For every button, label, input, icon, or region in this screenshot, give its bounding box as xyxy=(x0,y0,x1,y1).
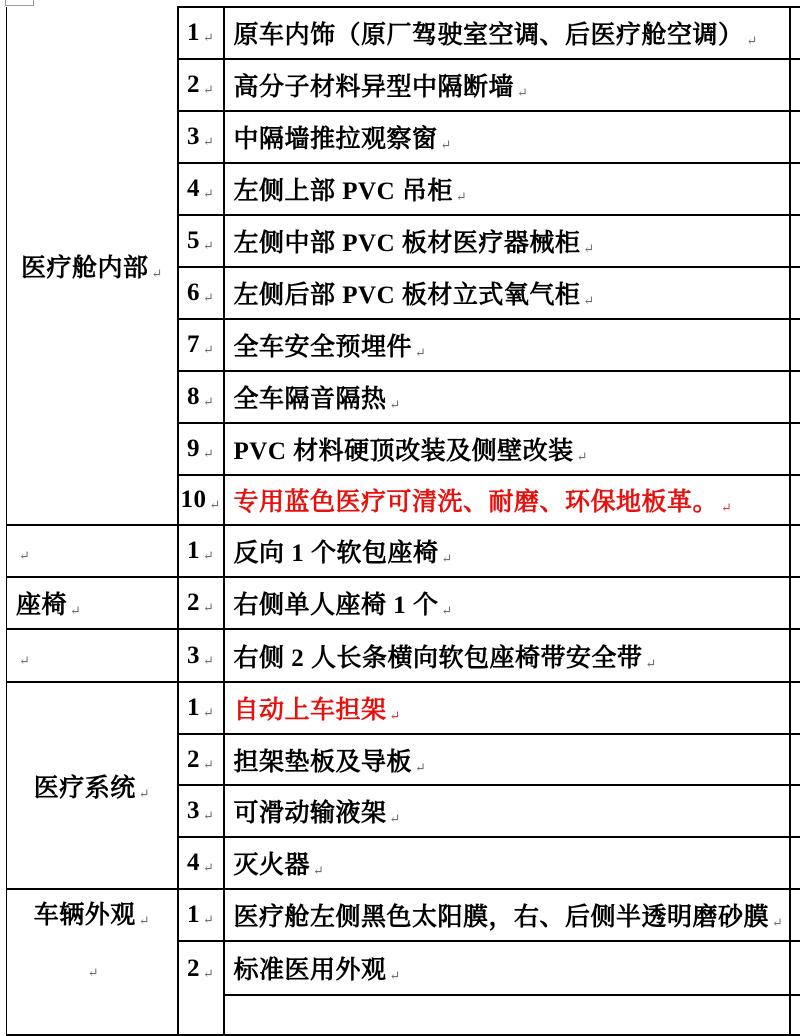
paragraph-mark: ↵ xyxy=(390,968,401,983)
item-number-cell xyxy=(178,7,224,59)
paragraph-mark: ↵ xyxy=(19,548,30,563)
paragraph-mark: ↵ xyxy=(210,497,221,512)
paragraph-mark: ↵ xyxy=(88,965,99,980)
item-text: 反向 1 个软包座椅 xyxy=(234,540,439,567)
item-text: 右侧 2 人长条横向软包座椅带安全带 xyxy=(234,645,643,672)
category-cell xyxy=(7,7,178,525)
item-number-cell xyxy=(178,163,224,215)
item-description-cell xyxy=(224,682,790,734)
category-line xyxy=(7,890,177,942)
paragraph-mark: ↵ xyxy=(203,966,214,981)
category-label: 车辆外观 xyxy=(34,902,136,929)
item-text: 原车内饰（原厂驾驶室空调、后医疗舱空调） xyxy=(234,22,744,49)
item-text: 专用蓝色医疗可清洗、耐磨、环保地板革。 xyxy=(234,489,719,516)
item-number: 1 xyxy=(187,901,200,928)
cropped-column-cell xyxy=(790,995,800,1035)
cropped-column-cell xyxy=(790,837,800,889)
cropped-column-cell xyxy=(790,577,800,629)
paragraph-mark: ↵ xyxy=(203,394,214,409)
paragraph-mark: ↵ xyxy=(152,266,163,281)
item-number: 2 xyxy=(187,955,200,982)
item-description-cell xyxy=(224,59,790,111)
paragraph-mark: ↵ xyxy=(517,85,528,100)
item-number-cell xyxy=(178,525,224,577)
cropped-column-cell xyxy=(790,111,800,163)
paragraph-mark: ↵ xyxy=(203,238,214,253)
paragraph-mark: ↵ xyxy=(203,30,214,45)
paragraph-mark: ↵ xyxy=(203,860,214,875)
item-text: 全车安全预埋件 xyxy=(234,334,413,361)
paragraph-mark: ↵ xyxy=(70,603,81,618)
paragraph-mark: ↵ xyxy=(772,915,783,930)
item-description-cell xyxy=(224,577,790,629)
paragraph-mark: ↵ xyxy=(390,708,401,723)
item-number-cell xyxy=(178,423,224,475)
paragraph-mark: ↵ xyxy=(203,446,214,461)
paragraph-mark: ↵ xyxy=(747,33,758,48)
paragraph-mark: ↵ xyxy=(203,912,214,927)
item-number: 4 xyxy=(187,849,200,876)
item-number: 4 xyxy=(187,175,200,202)
cropped-column-cell xyxy=(790,734,800,785)
paragraph-mark: ↵ xyxy=(390,811,401,826)
item-number: 3 xyxy=(187,797,200,824)
item-number: 2 xyxy=(187,746,200,773)
item-number: 3 xyxy=(187,123,200,150)
item-text: 标准医用外观 xyxy=(234,957,387,984)
paragraph-mark: ↵ xyxy=(415,760,426,775)
paragraph-mark: ↵ xyxy=(203,82,214,97)
item-number: 1 xyxy=(187,19,200,46)
paragraph-mark: ↵ xyxy=(203,290,214,305)
paragraph-mark: ↵ xyxy=(721,500,732,515)
item-text: 高分子材料异型中隔断墙 xyxy=(234,74,515,101)
vehicle-config-table xyxy=(6,6,800,1036)
cropped-column-cell xyxy=(790,889,800,941)
item-number-cell xyxy=(178,475,224,525)
cropped-column-cell xyxy=(790,423,800,475)
item-number-cell xyxy=(178,629,224,682)
paragraph-mark: ↵ xyxy=(139,913,150,928)
category-line-empty xyxy=(7,942,177,994)
category-cell-empty xyxy=(7,525,178,577)
item-number-cell xyxy=(178,267,224,319)
item-number-cell xyxy=(178,577,224,629)
paragraph-mark: ↵ xyxy=(203,705,214,720)
cropped-column-cell xyxy=(790,785,800,837)
item-number-cell xyxy=(178,837,224,889)
item-number-cell xyxy=(178,319,224,371)
item-text: 左侧中部 PVC 板材医疗器械柜 xyxy=(234,230,581,257)
cropped-column-cell xyxy=(790,59,800,111)
item-number-cell-cropped xyxy=(178,995,224,1035)
item-number-cell xyxy=(178,215,224,267)
item-number: 8 xyxy=(187,383,200,410)
item-description-cell xyxy=(224,837,790,889)
item-text: 中隔墙推拉观察窗 xyxy=(234,126,438,153)
paragraph-mark: ↵ xyxy=(203,808,214,823)
item-text: 可滑动输液架 xyxy=(234,800,387,827)
cropped-column-cell xyxy=(790,267,800,319)
item-number: 3 xyxy=(187,642,200,669)
item-description-cell xyxy=(224,475,790,525)
category-label: 医疗系统 xyxy=(34,775,136,802)
item-number: 1 xyxy=(187,537,200,564)
paragraph-mark: ↵ xyxy=(442,551,453,566)
item-description-cell xyxy=(224,785,790,837)
item-number: 7 xyxy=(187,331,200,358)
item-number: 1 xyxy=(187,694,200,721)
item-text: 自动上车担架 xyxy=(234,697,387,724)
item-text: 灭火器 xyxy=(234,852,311,879)
cropped-column-cell xyxy=(790,319,800,371)
category-cell xyxy=(7,682,178,889)
paragraph-mark: ↵ xyxy=(19,653,30,668)
item-description-cell xyxy=(224,215,790,267)
item-description-cell xyxy=(224,371,790,423)
category-label: 座椅 xyxy=(16,592,67,619)
item-description-cell xyxy=(224,163,790,215)
item-number: 6 xyxy=(187,279,200,306)
paragraph-mark: ↵ xyxy=(646,656,657,671)
cropped-column-cell xyxy=(790,682,800,734)
paragraph-mark: ↵ xyxy=(203,186,214,201)
item-number: 10 xyxy=(181,486,207,513)
item-number-cell xyxy=(178,59,224,111)
item-text: 全车隔音隔热 xyxy=(234,386,387,413)
item-description-cell-cropped xyxy=(224,995,790,1035)
paragraph-mark: ↵ xyxy=(441,137,452,152)
item-number-cell xyxy=(178,682,224,734)
paragraph-mark: ↵ xyxy=(203,757,214,772)
paragraph-mark: ↵ xyxy=(415,345,426,360)
item-description-cell xyxy=(224,423,790,475)
paragraph-mark: ↵ xyxy=(203,653,214,668)
paragraph-mark: ↵ xyxy=(456,189,467,204)
item-description-cell xyxy=(224,889,790,941)
paragraph-mark: ↵ xyxy=(203,548,214,563)
item-number: 2 xyxy=(187,589,200,616)
paragraph-mark: ↵ xyxy=(577,449,588,464)
item-text: 左侧后部 PVC 板材立式氧气柜 xyxy=(234,282,581,309)
cropped-column-cell xyxy=(790,163,800,215)
item-text: 担架垫板及导板 xyxy=(234,749,413,776)
item-number-cell xyxy=(178,889,224,941)
item-number: 9 xyxy=(187,435,200,462)
cropped-column-cell xyxy=(790,525,800,577)
category-cell xyxy=(7,889,178,1035)
paragraph-mark: ↵ xyxy=(390,397,401,412)
item-description-cell xyxy=(224,525,790,577)
item-text: 左侧上部 PVC 吊柜 xyxy=(234,178,453,205)
item-description-cell xyxy=(224,267,790,319)
cropped-column-cell xyxy=(790,215,800,267)
cropped-column-cell xyxy=(790,371,800,423)
item-description-cell xyxy=(224,734,790,785)
category-cell xyxy=(7,577,178,629)
cropped-column-cell xyxy=(790,629,800,682)
item-number-cell xyxy=(178,785,224,837)
paragraph-mark: ↵ xyxy=(313,863,324,878)
item-description-cell xyxy=(224,629,790,682)
item-number-cell xyxy=(178,734,224,785)
item-text: 右侧单人座椅 1 个 xyxy=(234,592,439,619)
item-text: PVC 材料硬顶改装及侧壁改装 xyxy=(234,438,574,465)
paragraph-mark: ↵ xyxy=(442,603,453,618)
item-description-cell xyxy=(224,111,790,163)
cropped-column-cell xyxy=(790,475,800,525)
item-number: 5 xyxy=(187,227,200,254)
paragraph-mark: ↵ xyxy=(203,600,214,615)
paragraph-mark: ↵ xyxy=(139,786,150,801)
item-description-cell xyxy=(224,941,790,995)
category-cell-empty xyxy=(7,629,178,682)
paragraph-mark: ↵ xyxy=(203,342,214,357)
paragraph-mark: ↵ xyxy=(583,293,594,308)
cropped-column-cell xyxy=(790,7,800,59)
item-number-cell xyxy=(178,371,224,423)
paragraph-mark: ↵ xyxy=(583,241,594,256)
item-number: 2 xyxy=(187,71,200,98)
item-text: 医疗舱左侧黑色太阳膜，右、后侧半透明磨砂膜 xyxy=(234,904,770,931)
item-number-cell xyxy=(178,941,224,995)
paragraph-mark: ↵ xyxy=(203,134,214,149)
item-description-cell xyxy=(224,7,790,59)
item-number-cell xyxy=(178,111,224,163)
category-label: 医疗舱内部 xyxy=(21,255,149,282)
cropped-column-cell xyxy=(790,941,800,995)
item-description-cell xyxy=(224,319,790,371)
